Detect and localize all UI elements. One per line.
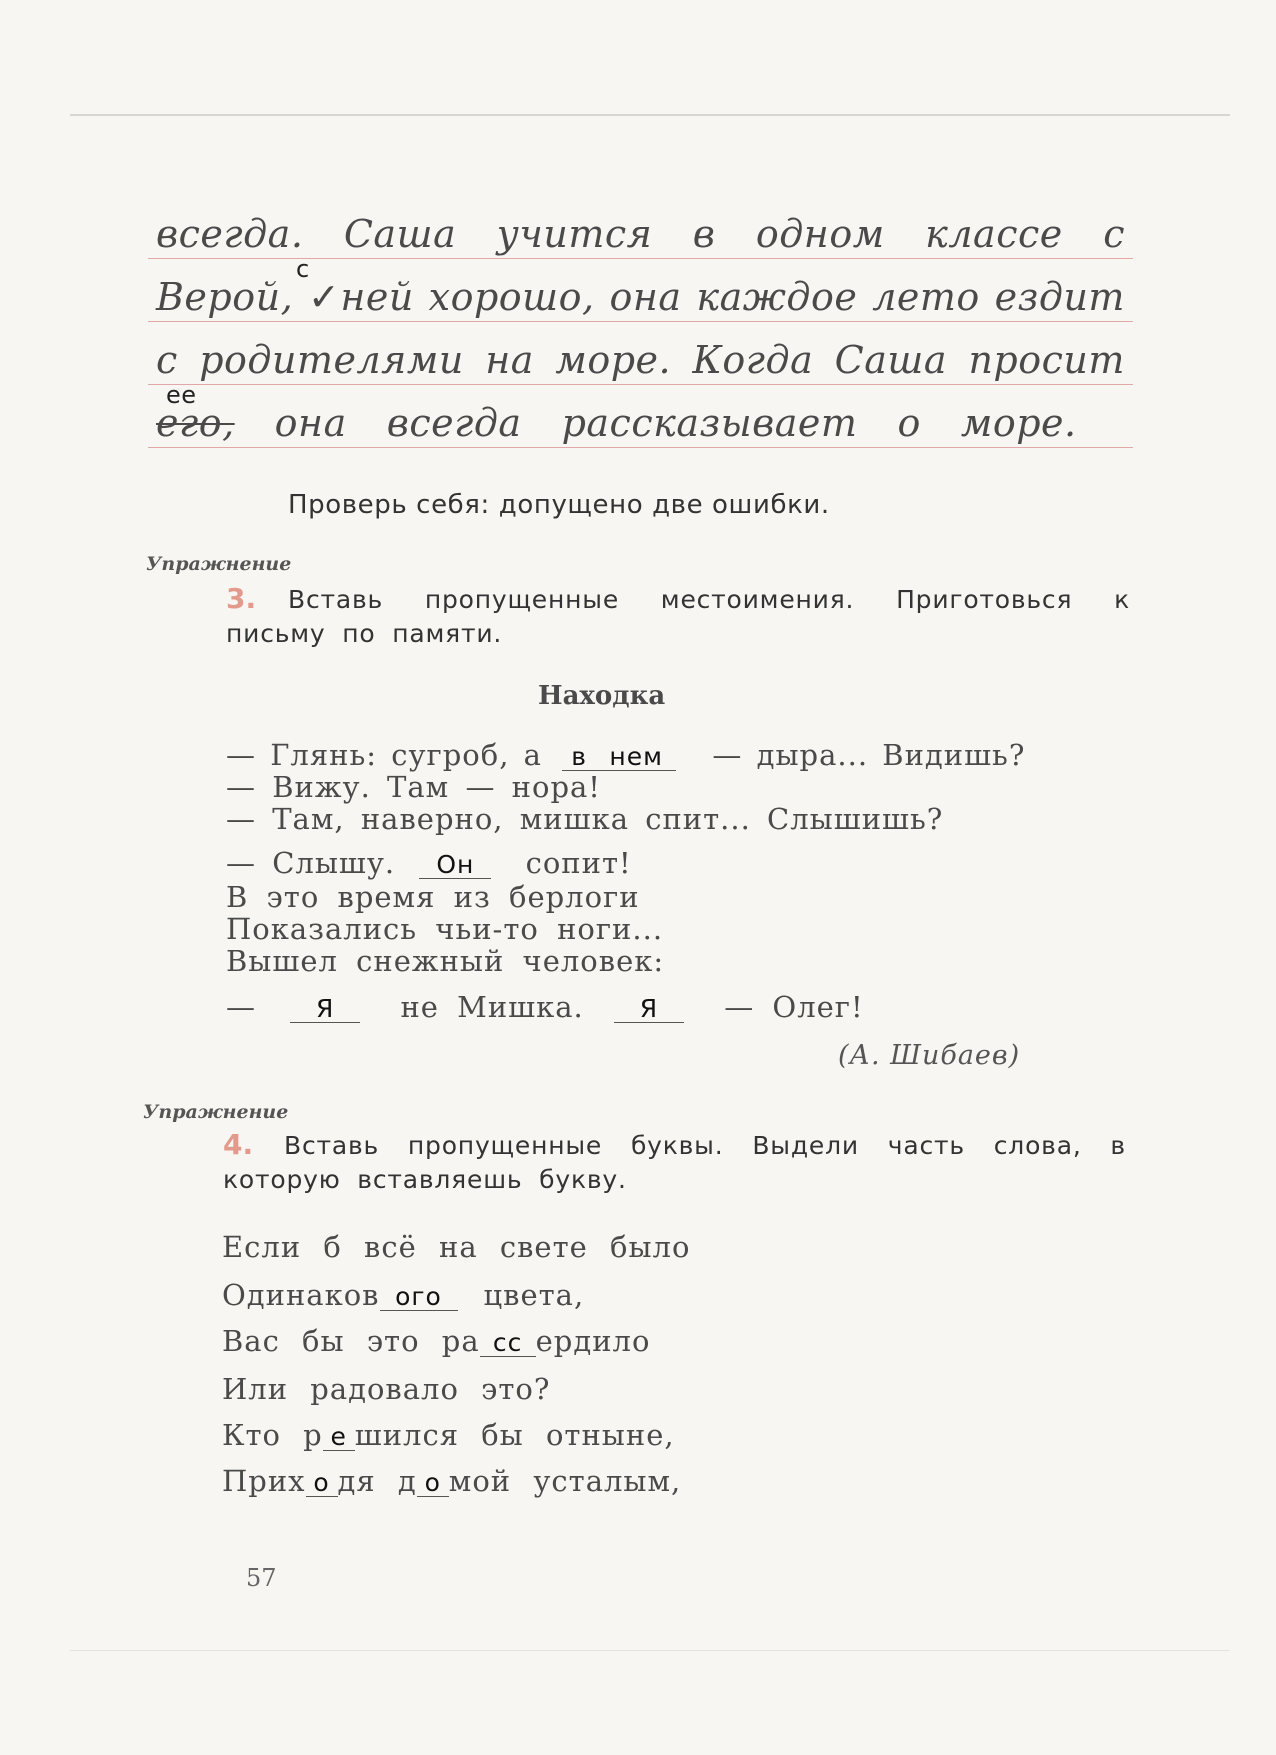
poem-line: — Слышу. Он сопит!: [226, 846, 632, 880]
instr-word: к: [1114, 585, 1130, 614]
top-rule: [70, 114, 1230, 116]
handwritten-line-3: [148, 322, 1133, 385]
exercise-4-number: 4.: [223, 1128, 254, 1161]
answer-blank: ого: [380, 1284, 458, 1311]
check-note: Проверь себя: допущено две ошибки.: [288, 490, 830, 520]
poem-line: Кто р е шился бы отныне,: [222, 1418, 675, 1452]
hw-word: Саша: [343, 212, 457, 256]
poem-line: Вышел снежный человек:: [226, 944, 665, 978]
answer-blank: е: [323, 1424, 355, 1451]
hw-word: о: [897, 401, 921, 445]
correction-letter: с: [296, 255, 310, 283]
hw-word: ездит: [994, 275, 1125, 319]
exercise-3-number: 3.: [226, 582, 257, 615]
hw-word: лето: [872, 275, 980, 319]
hw-word: родителями: [199, 338, 464, 382]
hw-word: море.: [555, 338, 672, 382]
hw-word: Верой,: [156, 275, 294, 319]
hw-word: на: [485, 338, 534, 382]
hw-word: учится: [496, 212, 653, 256]
poem-line: В это время из берлоги: [226, 880, 640, 914]
instr-word: буквы.: [630, 1131, 724, 1160]
poem-line: Вас бы это ра сс ердило: [222, 1324, 651, 1358]
poem-line: — Глянь: сугроб, а в нем — дыра... Видишь?: [226, 738, 1026, 772]
answer-blank: в: [562, 744, 596, 771]
hw-word: просит: [968, 338, 1125, 382]
poem-line: Прих о дя д о мой усталым,: [222, 1464, 682, 1498]
instr-word: пропущенные: [407, 1131, 603, 1160]
handwritten-text: [148, 196, 1133, 448]
hw-word: [308, 275, 414, 319]
instr-word: Вставь: [284, 1131, 380, 1160]
instr-word: Вставь: [288, 585, 384, 614]
answer-blank: Я: [614, 996, 684, 1023]
insert-mark-icon: ✓: [308, 275, 341, 319]
answer-blank: сс: [480, 1330, 536, 1357]
poem-line: — Вижу. Там — нора!: [226, 770, 601, 804]
exercise-4-instructions: [284, 1129, 1126, 1163]
exercise-4-instructions-2: которую вставляешь букву.: [223, 1165, 627, 1194]
correction-word: ее: [166, 381, 197, 409]
answer-blank: Я: [290, 996, 360, 1023]
hw-word: с: [1103, 212, 1125, 256]
instr-word: Выдели: [752, 1131, 859, 1160]
poem-line: — Там, наверно, мишка спит... Слышишь?: [226, 802, 944, 836]
poem-line: Или радовало это?: [222, 1372, 551, 1406]
handwritten-line-4: [148, 381, 1133, 448]
instr-word: Приготовься: [896, 585, 1073, 614]
hw-word: она: [609, 275, 682, 319]
instr-word: местоимения.: [660, 585, 855, 614]
hw-word: каждое: [696, 275, 858, 319]
hw-word: классе: [925, 212, 1063, 256]
hw-word-text: ней: [340, 275, 414, 319]
bottom-rule: [70, 1650, 1230, 1651]
page-number: 57: [246, 1564, 277, 1592]
answer-blank: о: [417, 1470, 449, 1497]
exercise-3-instructions: [288, 583, 1130, 617]
answer-blank: о: [306, 1470, 338, 1497]
instr-word: слова,: [993, 1131, 1082, 1160]
instr-word: в: [1110, 1131, 1126, 1160]
struck-word: его,: [156, 401, 235, 445]
hw-word: в: [692, 212, 716, 256]
hw-word: хорошо,: [428, 275, 595, 319]
answer-blank: Он: [419, 852, 491, 879]
answer-blank: нем: [596, 744, 676, 771]
hw-word: одном: [755, 212, 885, 256]
hw-word: всегда.: [156, 212, 304, 256]
exercise-3-instructions-2: письму по памяти.: [226, 619, 503, 648]
hw-word: рассказывает: [561, 401, 858, 445]
poem-line: Одинаков ого цвета,: [222, 1278, 585, 1312]
hw-word: Когда: [692, 338, 814, 382]
poem-line: Показались чьи-то ноги...: [226, 912, 664, 946]
handwritten-line-1: [148, 196, 1133, 259]
poem-title: Находка: [538, 681, 666, 711]
instr-word: пропущенные: [424, 585, 620, 614]
hw-word: всегда: [386, 401, 522, 445]
exercise-3-label: Упражнение: [146, 553, 292, 575]
poem-line: Если б всё на свете было: [222, 1230, 691, 1264]
hw-word: Саша: [834, 338, 948, 382]
hw-word: море.: [960, 401, 1077, 445]
instr-word: часть: [887, 1131, 965, 1160]
poem-line: — Я не Мишка. Я — Олег!: [226, 990, 864, 1024]
poem-author: (А. Шибаев): [838, 1040, 1021, 1071]
handwritten-line-2: [148, 255, 1133, 322]
hw-word: она: [274, 401, 347, 445]
exercise-4-label: Упражнение: [143, 1101, 289, 1123]
hw-word: с: [156, 338, 178, 382]
